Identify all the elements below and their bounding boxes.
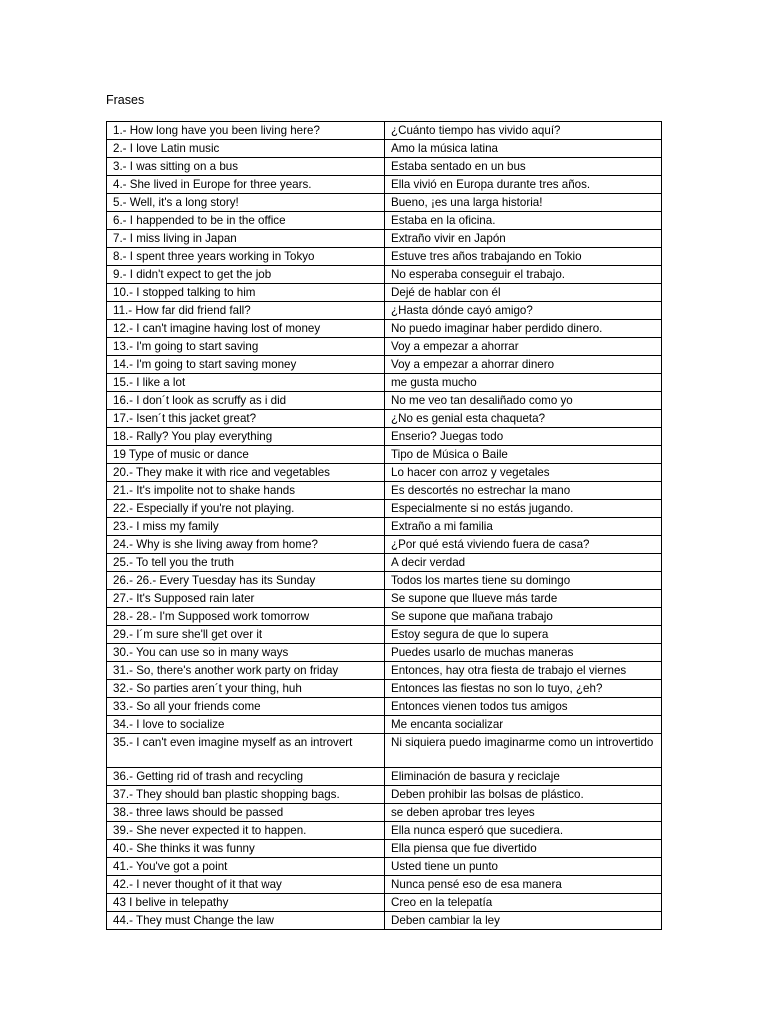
spanish-translation-cell: Extraño vivir en Japón [385, 230, 662, 248]
english-phrase-cell: 44.- They must Change the law [107, 912, 385, 930]
table-row [107, 786, 662, 804]
table-row [107, 662, 662, 680]
spanish-translation-cell: ¿No es genial esta chaqueta? [385, 410, 662, 428]
table-row [107, 536, 662, 554]
english-phrase-cell: 17.- Isen´t this jacket great? [107, 410, 385, 428]
english-phrase-cell: 3.- I was sitting on a bus [107, 158, 385, 176]
english-phrase-cell: 7.- I miss living in Japan [107, 230, 385, 248]
english-phrase-cell: 38.- three laws should be passed [107, 804, 385, 822]
spanish-translation-cell: Bueno, ¡es una larga historia! [385, 194, 662, 212]
english-phrase-cell: 35.- I can't even imagine myself as an introvert [107, 734, 385, 768]
table-row [107, 912, 662, 930]
english-phrase-cell: 9.- I didn't expect to get the job [107, 266, 385, 284]
english-phrase-cell: 23.- I miss my family [107, 518, 385, 536]
table-row [107, 698, 662, 716]
table-row [107, 680, 662, 698]
spanish-translation-cell: Todos los martes tiene su domingo [385, 572, 662, 590]
table-row [107, 858, 662, 876]
spanish-translation-cell: Estaba en la oficina. [385, 212, 662, 230]
table-row [107, 554, 662, 572]
table-row [107, 158, 662, 176]
table-row [107, 626, 662, 644]
table-row [107, 804, 662, 822]
english-phrase-cell: 40.- She thinks it was funny [107, 840, 385, 858]
spanish-translation-cell: Estuve tres años trabajando en Tokio [385, 248, 662, 266]
table-row [107, 822, 662, 840]
table-row [107, 608, 662, 626]
spanish-translation-cell: Nunca pensé eso de esa manera [385, 876, 662, 894]
table-row [107, 894, 662, 912]
english-phrase-cell: 12.- I can't imagine having lost of money [107, 320, 385, 338]
table-row [107, 518, 662, 536]
table-row [107, 140, 662, 158]
spanish-translation-cell: Eliminación de basura y reciclaje [385, 768, 662, 786]
table-row [107, 356, 662, 374]
document-title: Frases [106, 93, 145, 107]
spanish-translation-cell: Ella vivió en Europa durante tres años. [385, 176, 662, 194]
english-phrase-cell: 37.- They should ban plastic shopping bags. [107, 786, 385, 804]
english-phrase-cell: 10.- I stopped talking to him [107, 284, 385, 302]
english-phrase-cell: 14.- I'm going to start saving money [107, 356, 385, 374]
spanish-translation-cell: Se supone que mañana trabajo [385, 608, 662, 626]
table-row [107, 428, 662, 446]
english-phrase-cell: 43 I belive in telepathy [107, 894, 385, 912]
table-row [107, 266, 662, 284]
english-phrase-cell: 1.- How long have you been living here? [107, 122, 385, 140]
english-phrase-cell: 16.- I don´t look as scruffy as i did [107, 392, 385, 410]
table-row [107, 320, 662, 338]
spanish-translation-cell: Enserio? Juegas todo [385, 428, 662, 446]
english-phrase-cell: 18.- Rally? You play everything [107, 428, 385, 446]
spanish-translation-cell: me gusta mucho [385, 374, 662, 392]
table-row [107, 302, 662, 320]
english-phrase-cell: 21.- It's impolite not to shake hands [107, 482, 385, 500]
table-row [107, 248, 662, 266]
english-phrase-cell: 20.- They make it with rice and vegetables [107, 464, 385, 482]
spanish-translation-cell: Especialmente si no estás jugando. [385, 500, 662, 518]
table-row [107, 194, 662, 212]
english-phrase-cell: 25.- To tell you the truth [107, 554, 385, 572]
table-row [107, 840, 662, 858]
spanish-translation-cell: Ni siquiera puedo imaginarme como un introvertido [385, 734, 662, 768]
table-row [107, 590, 662, 608]
english-phrase-cell: 36.- Getting rid of trash and recycling [107, 768, 385, 786]
english-phrase-cell: 24.- Why is she living away from home? [107, 536, 385, 554]
english-phrase-cell: 22.- Especially if you're not playing. [107, 500, 385, 518]
english-phrase-cell: 28.- 28.- I'm Supposed work tomorrow [107, 608, 385, 626]
spanish-translation-cell: Creo en la telepatía [385, 894, 662, 912]
table-row [107, 410, 662, 428]
spanish-translation-cell: ¿Hasta dónde cayó amigo? [385, 302, 662, 320]
table-row [107, 122, 662, 140]
table-row [107, 572, 662, 590]
table-row [107, 392, 662, 410]
english-phrase-cell: 5.- Well, it's a long story! [107, 194, 385, 212]
spanish-translation-cell: se deben aprobar tres leyes [385, 804, 662, 822]
english-phrase-cell: 8.- I spent three years working in Tokyo [107, 248, 385, 266]
spanish-translation-cell: Me encanta socializar [385, 716, 662, 734]
spanish-translation-cell: Entonces, hay otra fiesta de trabajo el viernes [385, 662, 662, 680]
spanish-translation-cell: Se supone que llueve más tarde [385, 590, 662, 608]
spanish-translation-cell: Ella nunca esperó que sucediera. [385, 822, 662, 840]
english-phrase-cell: 32.- So parties aren´t your thing, huh [107, 680, 385, 698]
english-phrase-cell: 30.- You can use so in many ways [107, 644, 385, 662]
spanish-translation-cell: Voy a empezar a ahorrar [385, 338, 662, 356]
english-phrase-cell: 34.- I love to socialize [107, 716, 385, 734]
spanish-translation-cell: Voy a empezar a ahorrar dinero [385, 356, 662, 374]
spanish-translation-cell: Entonces las fiestas no son lo tuyo, ¿eh? [385, 680, 662, 698]
table-row [107, 464, 662, 482]
table-row [107, 734, 662, 768]
spanish-translation-cell: Dejé de hablar con él [385, 284, 662, 302]
spanish-translation-cell: No me veo tan desaliñado como yo [385, 392, 662, 410]
table-row [107, 338, 662, 356]
english-phrase-cell: 33.- So all your friends come [107, 698, 385, 716]
english-phrase-cell: 19 Type of music or dance [107, 446, 385, 464]
spanish-translation-cell: ¿Cuánto tiempo has vivido aquí? [385, 122, 662, 140]
spanish-translation-cell: Usted tiene un punto [385, 858, 662, 876]
phrases-table [106, 121, 662, 930]
phrases-table-body [107, 122, 662, 930]
table-row [107, 374, 662, 392]
spanish-translation-cell: Extraño a mi familia [385, 518, 662, 536]
table-row [107, 482, 662, 500]
english-phrase-cell: 6.- I happended to be in the office [107, 212, 385, 230]
table-row [107, 176, 662, 194]
english-phrase-cell: 42.- I never thought of it that way [107, 876, 385, 894]
english-phrase-cell: 15.- I like a lot [107, 374, 385, 392]
spanish-translation-cell: Es descortés no estrechar la mano [385, 482, 662, 500]
english-phrase-cell: 2.- I love Latin music [107, 140, 385, 158]
table-row [107, 230, 662, 248]
english-phrase-cell: 4.- She lived in Europe for three years. [107, 176, 385, 194]
table-row [107, 446, 662, 464]
spanish-translation-cell: No esperaba conseguir el trabajo. [385, 266, 662, 284]
table-row [107, 212, 662, 230]
english-phrase-cell: 31.- So, there's another work party on friday [107, 662, 385, 680]
spanish-translation-cell: Puedes usarlo de muchas maneras [385, 644, 662, 662]
english-phrase-cell: 26.- 26.- Every Tuesday has its Sunday [107, 572, 385, 590]
spanish-translation-cell: No puedo imaginar haber perdido dinero. [385, 320, 662, 338]
spanish-translation-cell: A decir verdad [385, 554, 662, 572]
english-phrase-cell: 39.- She never expected it to happen. [107, 822, 385, 840]
english-phrase-cell: 11.- How far did friend fall? [107, 302, 385, 320]
table-row [107, 876, 662, 894]
spanish-translation-cell: Entonces vienen todos tus amigos [385, 698, 662, 716]
table-row [107, 500, 662, 518]
spanish-translation-cell: Estoy segura de que lo supera [385, 626, 662, 644]
spanish-translation-cell: Lo hacer con arroz y vegetales [385, 464, 662, 482]
spanish-translation-cell: Deben cambiar la ley [385, 912, 662, 930]
table-row [107, 284, 662, 302]
table-row [107, 768, 662, 786]
spanish-translation-cell: Amo la música latina [385, 140, 662, 158]
english-phrase-cell: 29.- I´m sure she'll get over it [107, 626, 385, 644]
spanish-translation-cell: Tipo de Música o Baile [385, 446, 662, 464]
spanish-translation-cell: Deben prohibir las bolsas de plástico. [385, 786, 662, 804]
table-row [107, 644, 662, 662]
table-row [107, 716, 662, 734]
english-phrase-cell: 27.- It's Supposed rain later [107, 590, 385, 608]
english-phrase-cell: 13.- I'm going to start saving [107, 338, 385, 356]
spanish-translation-cell: Ella piensa que fue divertido [385, 840, 662, 858]
spanish-translation-cell: ¿Por qué está viviendo fuera de casa? [385, 536, 662, 554]
english-phrase-cell: 41.- You've got a point [107, 858, 385, 876]
spanish-translation-cell: Estaba sentado en un bus [385, 158, 662, 176]
